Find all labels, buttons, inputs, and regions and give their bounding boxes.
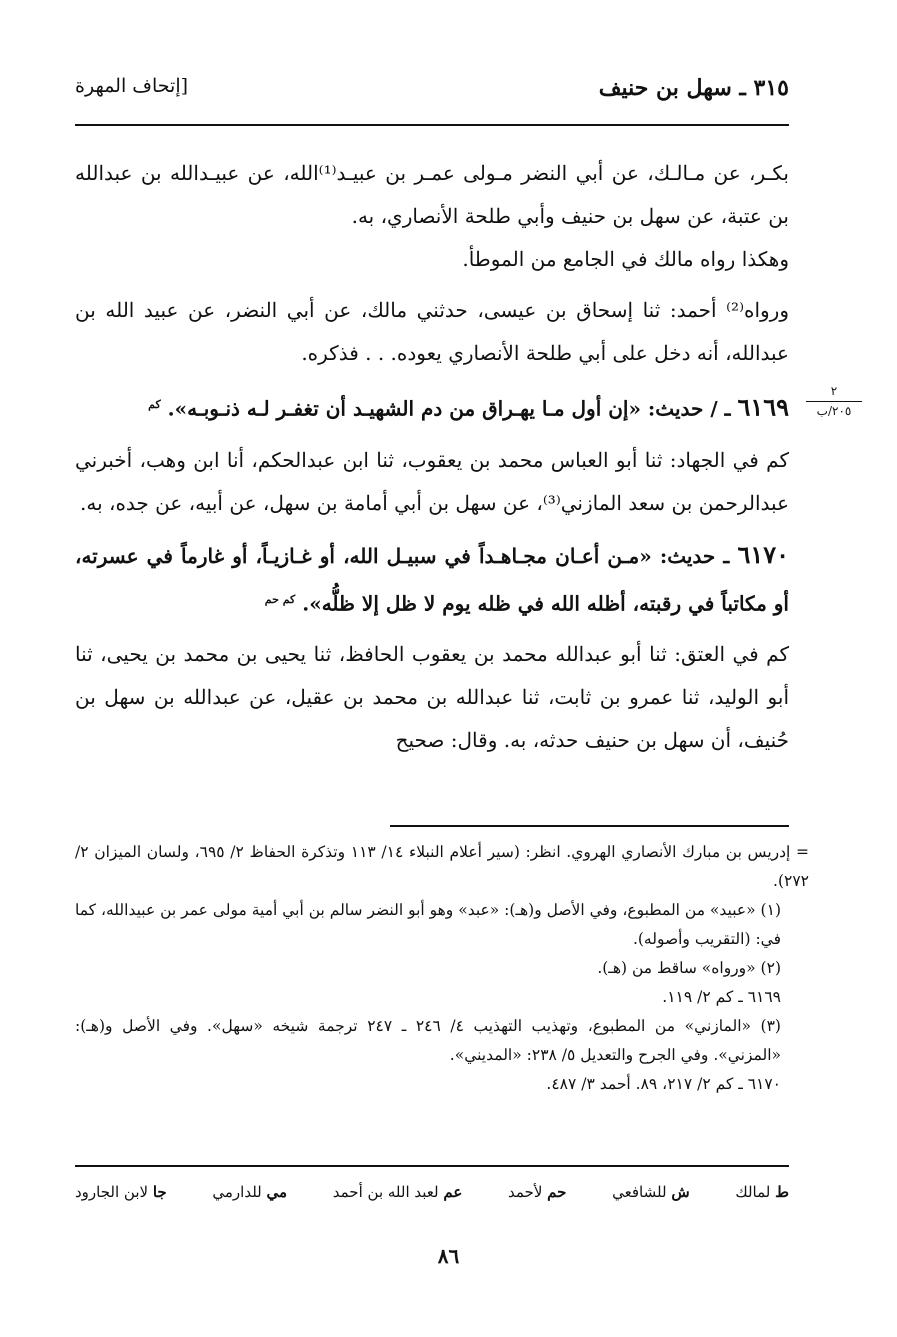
margin-note-divider — [806, 401, 862, 402]
paragraph: وهكذا رواه مالك في الجامع من الموطأ. — [462, 247, 789, 271]
abbreviations-rule — [75, 1165, 789, 1167]
hadith-number: ٦١٧٠ — [737, 539, 789, 569]
paragraph: كم في الجهاد: ثنا أبو العباس محمد بن يعقوب، ثنا ابن عبدالحكم، أنا ابن وهب، أخبرني عبدالرحمن بن سعد المازني⁽³⁾، عن سهل بن أبي أمامة بن سهل، عن أبيه، عن جده، به. — [75, 447, 789, 515]
abbreviations-key — [75, 1183, 789, 1201]
hadith-text: ـ / حديث: «إن أول مـا يهـراق من دم الشهيـد أن تغفـر لـه ذنـوبـه». — [167, 396, 731, 421]
header-rule — [75, 124, 789, 126]
paragraph: كم في العتق: ثنا أبو عبدالله محمد بن يعقوب الحافظ، ثنا يحيى بن محمد بن يحيى، ثنا أبو الوليد، ثنا عمرو بن ثابت، ثنا عبدالله بن محمد بن عقيل، عن عبدالله بن سهل بن حُنيف، أن سهل بن حنيف حدثه، به. وقال: صحيح — [75, 642, 789, 753]
footnote-reference: ٦١٧٠ ـ كم ٢/ ٢١٧، ٨٩. أحمد ٣/ ٤٨٧. — [546, 1075, 781, 1093]
margin-note-bottom: ٢٠٥/ب — [816, 404, 852, 418]
abbreviation-item: حم لأحمد — [508, 1183, 567, 1201]
hadith-heading — [75, 383, 789, 431]
page-number: ٨٦ — [437, 1244, 460, 1268]
footnote-rule — [390, 825, 789, 827]
abbreviation-item: ش للشافعي — [612, 1183, 690, 1201]
footnote: (٣) «المازني» من المطبوع، وتهذيب التهذيب ٤/ ٢٤٦ ـ ٢٤٧ ترجمة شيخه «سهل». وفي الأصل و(هـ): «المزني». وفي الجرح والتعديل ٥/ ٢٣٨: «المديني». — [75, 1017, 781, 1064]
footnote-reference: ٦١٦٩ ـ كم ٢/ ١١٩. — [662, 988, 781, 1006]
book-title: [إتحاف المهرة — [75, 75, 189, 97]
abbreviation-item: جا لابن الجارود — [75, 1183, 167, 1201]
source-symbol: كم حم — [264, 592, 296, 606]
running-header — [75, 75, 789, 105]
abbreviation-item: مي للدارمي — [212, 1183, 288, 1201]
paragraph: بكـر، عن مـالـك، عن أبي النضر مـولى عمـر بن عبيـد⁽¹⁾الله، عن عبيـدالله بن عبدالله بن عتبة، عن سهل بن حنيف وأبي طلحة الأنصاري، به. — [75, 161, 789, 228]
footnote: = إدريس بن مبارك الأنصاري الهروي. انظر: (سير أعلام النبلاء ١٤/ ١١٣ وتذكرة الحفاظ ٢/ ٦٩٥، ولسان الميزان ٢/ ٢٧٢). — [75, 843, 809, 890]
hadith-text: ـ حديث: «مـن أعـان مجـاهـداً في سبيـل الله، أو غـازيـاً، أو غارماً في عسرته، أو مكاتباً في رقبته، أظله الله في ظله يوم لا ظل إلا ظلُّه». — [75, 543, 789, 616]
margin-note — [800, 384, 868, 419]
abbreviation-item: عم لعبد الله بن أحمد — [332, 1183, 463, 1201]
margin-note-top: ٢ — [830, 384, 838, 398]
source-symbol: كم — [148, 398, 161, 411]
footnote: (٢) «ورواه» ساقط من (هـ). — [597, 959, 781, 977]
abbreviation-item: ط لمالك — [735, 1183, 789, 1201]
hadith-number: ٦١٦٩ — [737, 392, 789, 422]
hadith-heading — [75, 533, 789, 626]
chapter-title: ٣١٥ ـ سهل بن حنيف — [598, 75, 789, 101]
footnote: (١) «عبيد» من المطبوع، وفي الأصل و(هـ): «عبد» وهو أبو النضر سالم بن أبي أمية مولى عمر بن عبيدالله، كما في: (التقريب وأصوله). — [75, 901, 781, 948]
main-text — [75, 152, 789, 762]
paragraph: ورواه⁽²⁾ أحمد: ثنا إسحاق بن عيسى، حدثني مالك، عن أبي النضر، عن عبيد الله بن عبدالله، أنه دخل على أبي طلحة الأنصاري يعوده. . . فذكره. — [75, 298, 789, 365]
footnotes — [75, 838, 809, 1099]
